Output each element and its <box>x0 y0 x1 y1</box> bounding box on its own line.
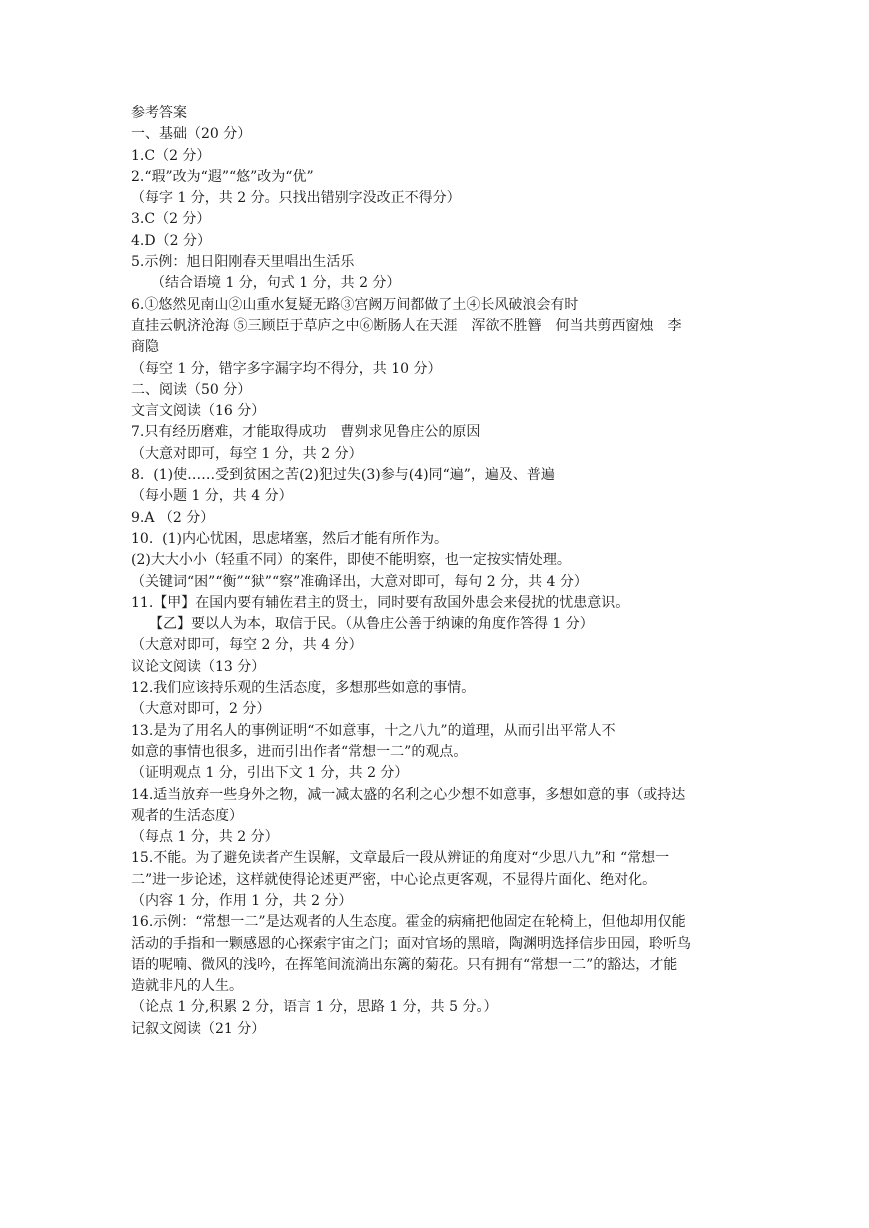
scoring-note: （每点 1 分，共 2 分） <box>131 829 279 846</box>
answer-line: 4.D（2 分） <box>131 232 211 249</box>
scoring-note: （大意对即可，每空 2 分，共 4 分） <box>131 637 363 654</box>
answer-line: 16.示例：“常想一二”是达观者的人生态度。霍金的病痛把他固定在轮椅上，但他却用仅能 <box>131 914 686 931</box>
answer-line: 13.是为了用名人的事例证明“不如意事，十之八九”的道理，从而引出平常人不 <box>131 722 616 739</box>
answer-line: 6.①悠然见南山②山重水复疑无路③宫阙万间都做了土④长风破浪会有时 <box>131 296 579 313</box>
answer-line: 造就非凡的人生。 <box>131 978 243 995</box>
answer-line: 商隐 <box>131 339 159 356</box>
answer-line: 【乙】要以人为本，取信于民。（从鲁庄公善于纳谏的角度作答得 1 分） <box>149 616 594 633</box>
answer-line: 7.只有经历磨难，才能取得成功 曹刿求见鲁庄公的原因 <box>131 424 481 441</box>
scoring-note: （证明观点 1 分，引出下文 1 分，共 2 分） <box>131 765 409 782</box>
answer-line: 14.适当放弃一些身外之物，减一减太盛的名利之心少想不如意事，多想如意的事（或持达 <box>131 786 686 803</box>
scoring-note: （每字 1 分，共 2 分。只找出错别字没改正不得分） <box>131 190 461 207</box>
section-heading-basics: 一、基础（20 分） <box>131 126 252 143</box>
answer-line: 二”进一步论述，这样就使得论述更严密，中心论点更客观，不显得片面化、绝对化。 <box>131 871 657 888</box>
scoring-note: （大意对即可，2 分） <box>131 701 271 718</box>
scoring-note: （关键词“困”“衡”“狱”“察”准确译出，大意对即可，每句 2 分，共 4 分） <box>131 573 588 590</box>
answer-line: 9.A （2 分） <box>131 509 215 526</box>
answer-line: 如意的事情也很多，进而引出作者“常想一二”的观点。 <box>131 743 468 760</box>
scoring-note: （每空 1 分，错字多字漏字均不得分，共 10 分） <box>131 360 442 377</box>
answer-line: 11.【甲】在国内要有辅佐君主的贤士，同时要有敌国外患会来侵扰的忧患意识。 <box>131 594 630 611</box>
answer-line: 直挂云帆济沧海 ⑤三顾臣于草庐之中⑥断肠人在天涯 浑欲不胜簪 何当共剪西窗烛 李 <box>131 317 682 334</box>
scoring-note: （每小题 1 分，共 4 分） <box>131 488 293 505</box>
subsection-heading: 文言文阅读（16 分） <box>131 403 266 420</box>
scoring-note: （结合语境 1 分，句式 1 分，共 2 分） <box>151 275 401 292</box>
answer-line: 语的呢喃、微风的浅吟，在挥笔间流淌出东篱的菊花。只有拥有“常想一二”的豁达，才能 <box>131 956 678 973</box>
answer-line: 2.“瑕”改为“遐”“悠”改为“优” <box>131 168 314 185</box>
scoring-note: （论点 1 分,积累 2 分，语言 1 分，思路 1 分，共 5 分。） <box>131 999 498 1016</box>
subsection-heading: 记叙文阅读（21 分） <box>131 1020 266 1037</box>
answer-line: 1.C（2 分） <box>131 147 211 164</box>
answer-line: 3.C（2 分） <box>131 211 211 228</box>
answer-line: 12.我们应该持乐观的生活态度，多想那些如意的事情。 <box>131 680 476 697</box>
answer-line: 10. (1)内心忧困，思虑堵塞，然后才能有所作为。 <box>131 530 448 547</box>
answer-line: 活动的手指和一颗感恩的心探索宇宙之门；面对官场的黑暗，陶渊明选择信步田园，聆听鸟 <box>131 935 691 952</box>
doc-title: 参考答案 <box>131 105 187 121</box>
answer-line: 15.不能。为了避免读者产生误解，文章最后一段从辨证的角度对“少思八九”和 “常想一 <box>131 850 670 867</box>
section-heading-reading: 二、阅读（50 分） <box>131 381 252 398</box>
subsection-heading: 议论文阅读（13 分） <box>131 658 266 675</box>
answer-line: 观者的生活态度） <box>131 807 243 824</box>
answer-line: 8. (1)使……受到贫困之苦(2)犯过失(3)参与(4)同“遍”，遍及、普遍 <box>131 467 555 484</box>
scoring-note: （内容 1 分，作用 1 分，共 2 分） <box>131 892 353 909</box>
scoring-note: （大意对即可，每空 1 分，共 2 分） <box>131 445 363 462</box>
answer-key-document <box>131 103 751 1040</box>
answer-line: 5.示例：旭日阳刚春天里唱出生活乐 <box>131 254 355 271</box>
answer-line: (2)大大小小（轻重不同）的案件，即使不能明察，也一定按实情处理。 <box>131 552 571 569</box>
